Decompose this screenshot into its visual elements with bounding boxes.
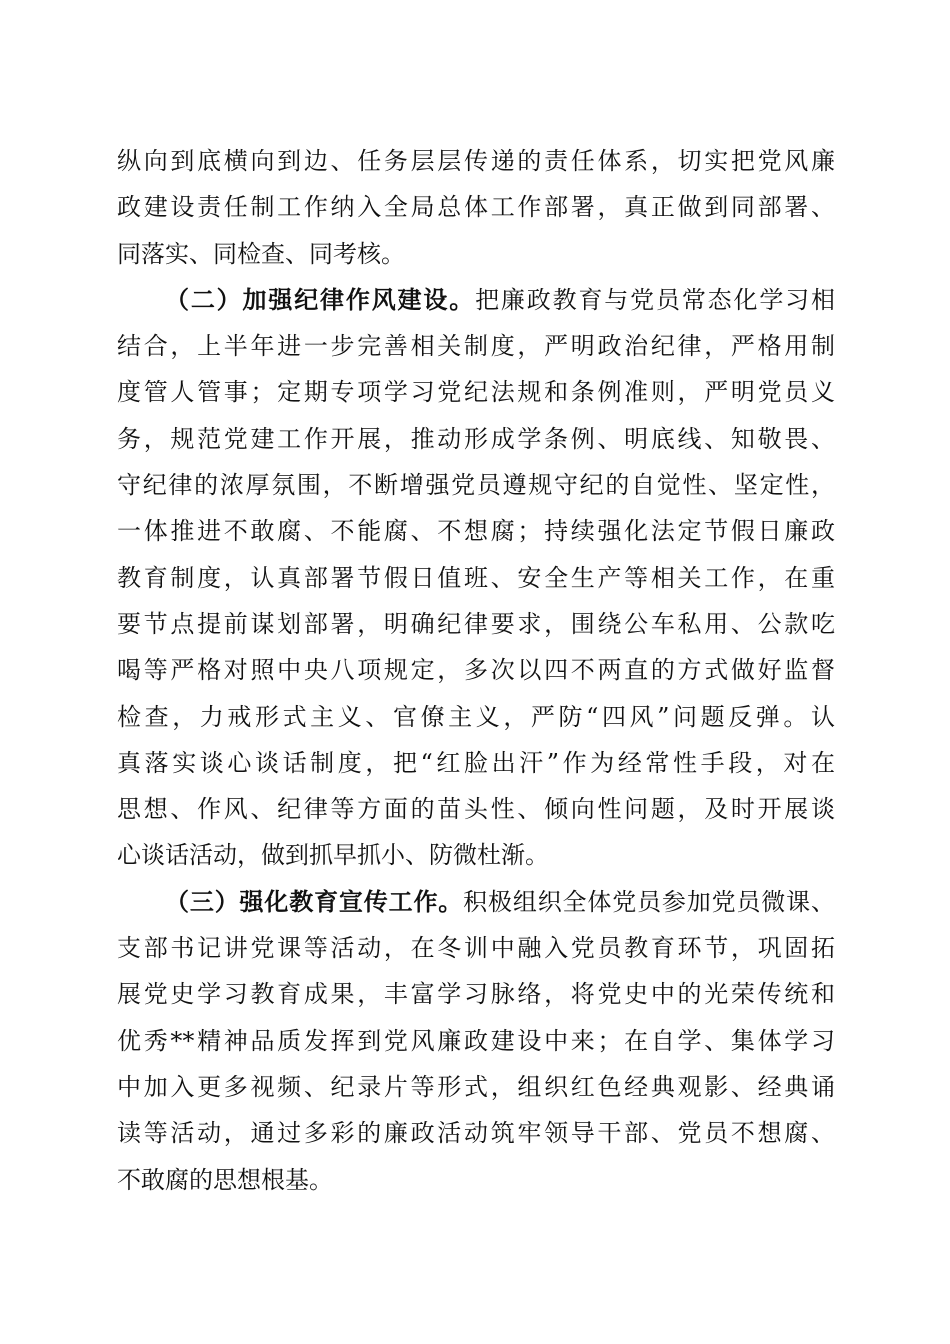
paragraph-3-line-2: 支部书记讲党课等活动，在冬训中融入党员教育环节，巩固拓 [117, 934, 835, 963]
paragraph-2-line-11: 真落实谈心谈话制度，把“红脸出汗”作为经常性手段，对在 [117, 748, 835, 777]
paragraph-3-line-5: 中加入更多视频、纪录片等形式，组织红色经典观影、经典诵 [117, 1072, 835, 1101]
paragraph-3-line-1 [117, 879, 835, 925]
paragraph-1-line-3: 同落实、同检查、同考核。 [117, 239, 405, 268]
paragraph-2-line-10: 检查，力戒形式主义、官僚主义，严防“四风”问题反弹。认 [117, 702, 835, 731]
paragraph-2-line-7: 教育制度，认真部署节假日值班、安全生产等相关工作，在重 [117, 563, 835, 592]
paragraph-1-line-2: 政建设责任制工作纳入全局总体工作部署，真正做到同部署、 [117, 193, 835, 222]
paragraph-2-line-6: 一体推进不敢腐、不能腐、不想腐；持续强化法定节假日廉政 [117, 517, 835, 546]
paragraph-2-first-text: 把廉政教育与党员常态化学习相 [475, 285, 836, 314]
paragraph-2-line-13: 心谈话活动，做到抓早抓小、防微杜渐。 [117, 841, 549, 870]
paragraph-2-line-1 [117, 277, 835, 323]
paragraph-3-line-6: 读等活动，通过多彩的廉政活动筑牢领导干部、党员不想腐、 [117, 1119, 835, 1148]
body-text [117, 138, 835, 1203]
paragraph-3-first-text: 积极组织全体党员参加党员微课、 [463, 887, 836, 916]
paragraph-2-line-12: 思想、作风、纪律等方面的苗头性、倾向性问题，及时开展谈 [117, 795, 835, 824]
paragraph-2-line-3: 度管人管事；定期专项学习党纪法规和条例准则，严明党员义 [117, 378, 835, 407]
paragraph-1-line-1: 纵向到底横向到边、任务层层传递的责任体系，切实把党风廉 [117, 147, 835, 175]
paragraph-2-line-5: 守纪律的浓厚氛围，不断增强党员遵规守纪的自觉性、坚定性， [117, 471, 835, 500]
paragraph-3-line-3: 展党史学习教育成果，丰富学习脉络，将党史中的光荣传统和 [117, 980, 835, 1009]
paragraph-2-line-8: 要节点提前谋划部署，明确纪律要求，围绕公车私用、公款吃 [117, 609, 835, 638]
paragraph-3-line-4: 优秀**精神品质发挥到党风廉政建设中来；在自学、集体学习 [117, 1026, 835, 1055]
paragraph-2-line-9: 喝等严格对照中央八项规定，多次以四不两直的方式做好监督 [117, 656, 835, 685]
paragraph-2-heading: （二）加强纪律作风建设。 [165, 284, 476, 314]
paragraph-2-line-4: 务，规范党建工作开展，推动形成学条例、明底线、知敬畏、 [117, 424, 835, 453]
paragraph-2-line-2: 结合，上半年进一步完善相关制度，严明政治纪律，严格用制 [117, 332, 835, 361]
paragraph-3-heading: （三）强化教育宣传工作。 [165, 886, 464, 916]
paragraph-3-line-7: 不敢腐的思想根基。 [117, 1165, 333, 1194]
